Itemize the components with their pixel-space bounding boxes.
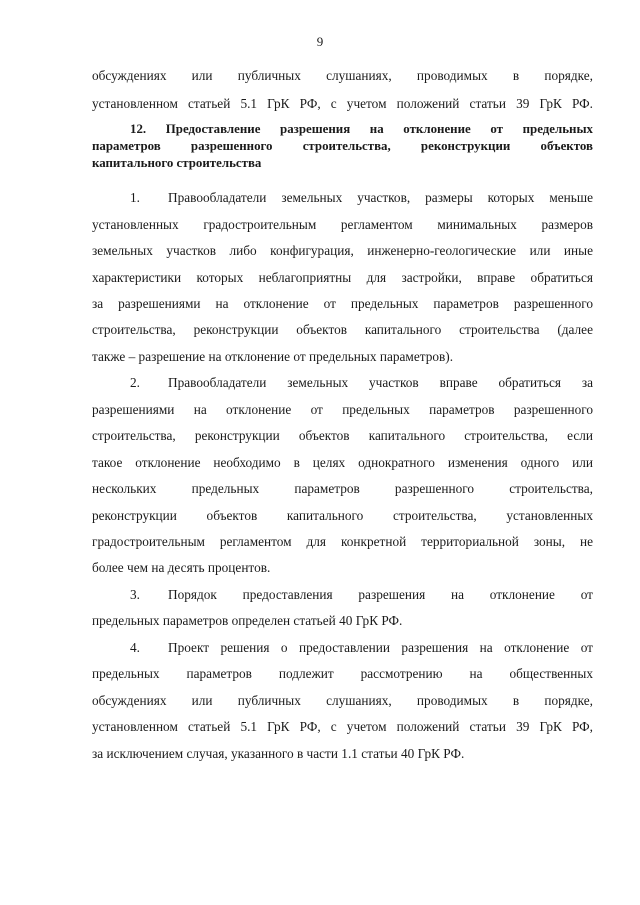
paragraph-line: предельных параметров определен статьей 40 ГрК РФ. bbox=[92, 613, 403, 628]
intro-line: обсуждениях или публичных слушаниях, проводимых в порядке, bbox=[92, 68, 593, 83]
paragraph-line: установленных градостроительным регламентом минимальных размеров bbox=[92, 217, 593, 232]
paragraph-line: 1. Правообладатели земельных участков, размеры которых меньше bbox=[130, 190, 593, 205]
section-heading: параметров разрешенного строительства, реконструкции объектов bbox=[92, 139, 593, 153]
paragraph-line: разрешениями на отклонение от предельных параметров разрешенного bbox=[92, 402, 593, 417]
item-number: 1. bbox=[130, 190, 140, 205]
item-number: 4. bbox=[130, 640, 140, 655]
paragraph-line: нескольких предельных параметров разрешенного строительства, bbox=[92, 481, 593, 496]
paragraph-line: более чем на десять процентов. bbox=[92, 560, 271, 575]
paragraph-line: градостроительным регламентом для конкретной территориальной зоны, не bbox=[92, 534, 593, 549]
paragraph-line: характеристики которых неблагоприятны для застройки, вправе обратиться bbox=[92, 270, 593, 285]
paragraph-line: такое отклонение необходимо в целях однократного изменения одного или bbox=[92, 455, 593, 470]
paragraph-line: установленном статьей 5.1 ГрК РФ, с учетом положений статьи 39 ГрК РФ, bbox=[92, 719, 593, 734]
paragraph-line: 4. Проект решения о предоставлении разрешения на отклонение от bbox=[130, 640, 593, 655]
item-number: 3. bbox=[130, 587, 140, 602]
section-heading: капитального строительства bbox=[92, 156, 262, 170]
intro-line: установленном статьей 5.1 ГрК РФ, с учетом положений статьи 39 ГрК РФ. bbox=[92, 96, 593, 111]
section-heading: 12. Предоставление разрешения на отклонение от предельных bbox=[130, 122, 593, 136]
page-number: 9 bbox=[316, 34, 324, 49]
paragraph-line: земельных участков либо конфигурация, инженерно-геологические или иные bbox=[92, 243, 593, 258]
paragraph-line: за исключением случая, указанного в части 1.1 статьи 40 ГрК РФ. bbox=[92, 746, 465, 761]
paragraph-line: 3. Порядок предоставления разрешения на отклонение от bbox=[130, 587, 593, 602]
paragraph-line: реконструкции объектов капитального строительства, установленных bbox=[92, 508, 593, 523]
paragraph-line: также – разрешение на отклонение от предельных параметров). bbox=[92, 349, 454, 364]
paragraph-line: строительства, реконструкции объектов капитального строительства (далее bbox=[92, 322, 593, 337]
paragraph-line: обсуждениях или публичных слушаниях, проводимых в порядке, bbox=[92, 693, 593, 708]
paragraph-line: предельных параметров подлежит рассмотрению на общественных bbox=[92, 666, 593, 681]
paragraph-line: 2. Правообладатели земельных участков вправе обратиться за bbox=[130, 375, 593, 390]
paragraph-line: за разрешениями на отклонение от предельных параметров разрешенного bbox=[92, 296, 593, 311]
paragraph-line: строительства, реконструкции объектов капитального строительства, если bbox=[92, 428, 593, 443]
item-number: 2. bbox=[130, 375, 140, 390]
